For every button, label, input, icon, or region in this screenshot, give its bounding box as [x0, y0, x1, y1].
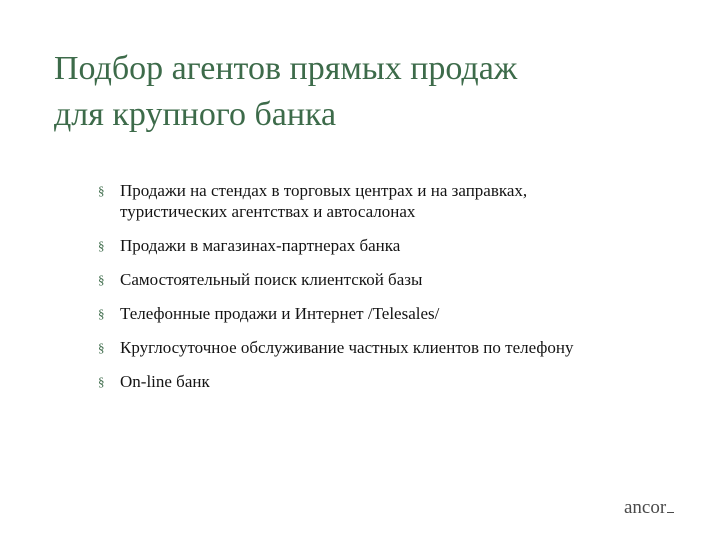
bullet-text-line: Продажи на стендах в торговых центрах и на заправках,	[120, 181, 528, 200]
slide-title-line-1: Подбор агентов прямых продаж	[54, 50, 518, 87]
bullet-marker-icon: §	[98, 340, 105, 355]
bullet-item	[98, 303, 698, 324]
bullet-marker-icon: §	[98, 374, 105, 389]
bullet-text	[120, 371, 698, 392]
bullet-item	[98, 180, 698, 222]
logo-underline-mark	[667, 512, 674, 513]
bullet-item	[98, 337, 698, 358]
bullet-text	[120, 269, 698, 290]
ancor-logo	[624, 497, 674, 519]
slide-title-line-2: для крупного банка	[54, 96, 337, 133]
bullet-text-line: туристических агентствах и автосалонах	[120, 202, 416, 221]
bullet-text	[120, 337, 698, 358]
bullet-text	[120, 235, 698, 256]
bullet-marker-icon: §	[98, 272, 105, 287]
bullet-marker-icon: §	[98, 183, 105, 198]
bullet-marker-icon: §	[98, 306, 105, 321]
bullet-item	[98, 235, 698, 256]
bullet-text	[120, 303, 698, 324]
bullet-text-line: Продажи в магазинах-партнерах банка	[120, 236, 401, 255]
bullet-text-line: Круглосуточное обслуживание частных клиентов по телефону	[120, 338, 574, 357]
bullet-item	[98, 269, 698, 290]
bullet-text-line: Телефонные продажи и Интернет /Telesales/	[120, 304, 440, 323]
bullet-marker-icon: §	[98, 238, 105, 253]
logo-text: ancor	[624, 497, 667, 518]
bullet-text-line: On-line банк	[120, 372, 210, 391]
bullet-list	[98, 180, 698, 405]
slide-title	[54, 46, 674, 138]
bullet-text-line: Самостоятельный поиск клиентской базы	[120, 270, 423, 289]
bullet-text	[120, 180, 698, 222]
bullet-item	[98, 371, 698, 392]
